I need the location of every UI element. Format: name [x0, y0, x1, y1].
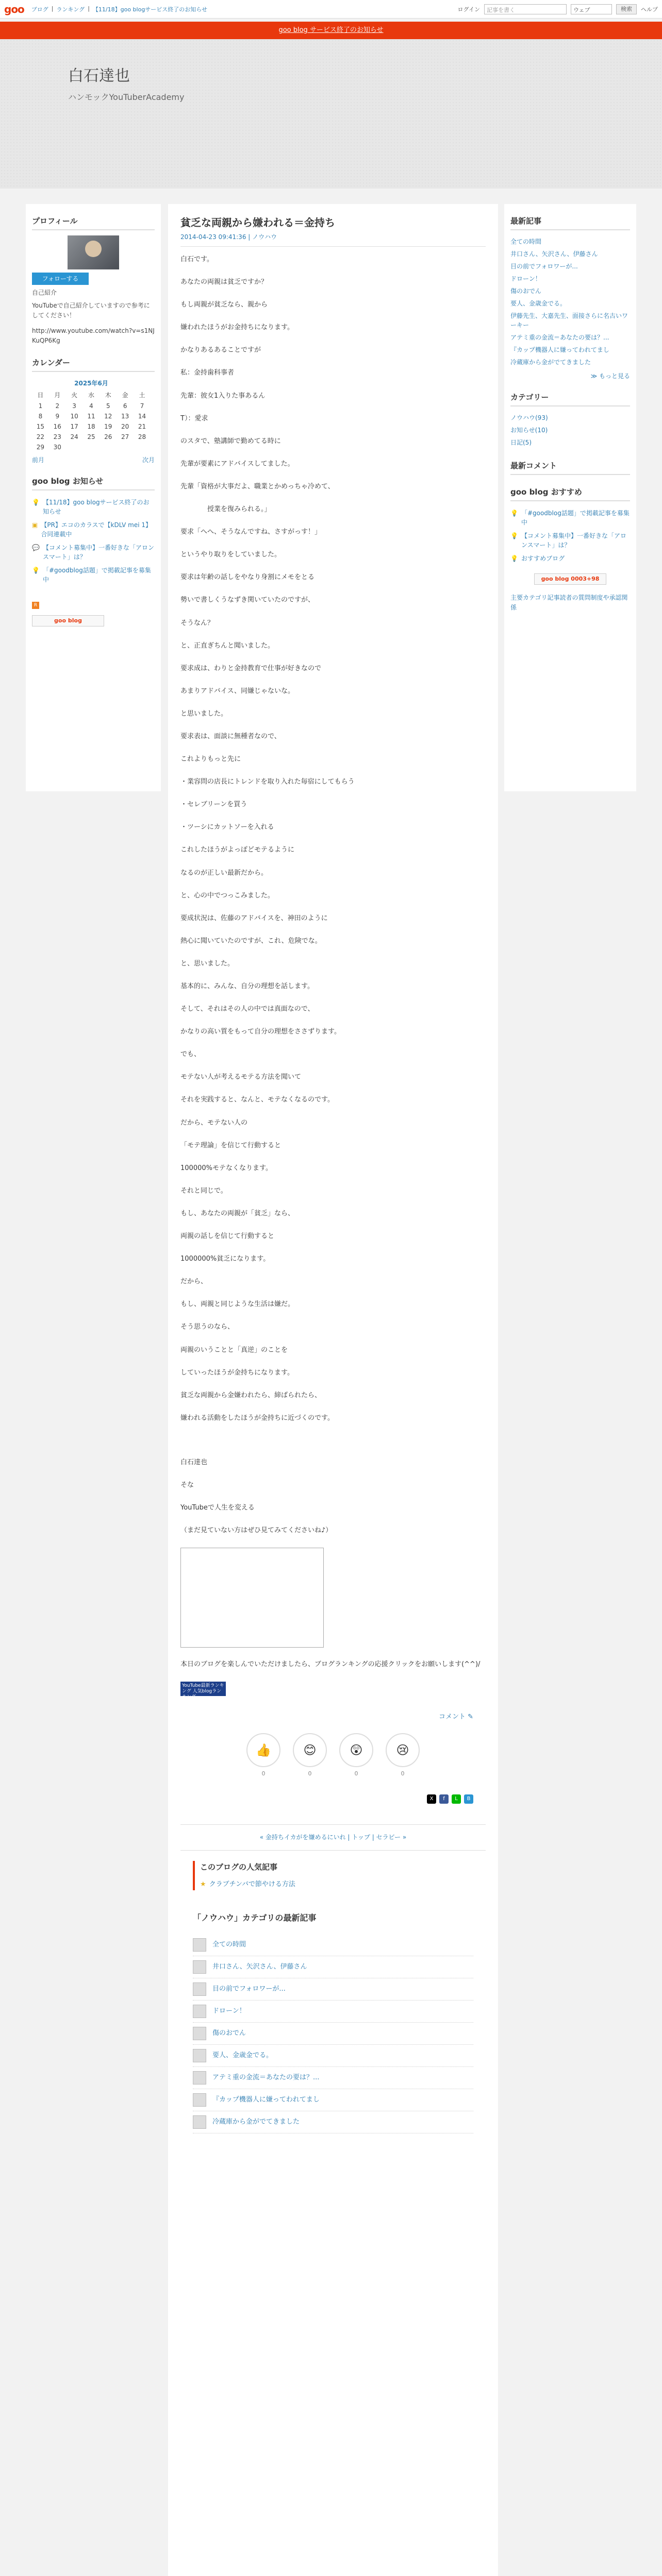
category-article[interactable] — [193, 2001, 473, 2023]
post-paragraph: そして、それはその人の中では真面なので、 — [180, 1005, 315, 1013]
category-article-link[interactable]: 傷のおでん — [212, 2029, 246, 2038]
category-article[interactable] — [193, 2067, 473, 2089]
category-item[interactable]: 日記(5) — [510, 439, 532, 446]
post-paragraph: 貧乏な両親から金嫌われたら、締ばられたら、 — [180, 1391, 322, 1399]
blog-header — [0, 39, 662, 189]
calendar-caption: 2025年6月 — [74, 379, 108, 387]
recent-item[interactable]: 冷蔵庫から金がでてきました — [510, 359, 591, 366]
post-paragraph: 勢いで書しくうなずき関いていたのですが、 — [180, 596, 315, 604]
calendar-day: 水 — [88, 391, 94, 399]
comment-label[interactable]: コメント — [438, 1713, 466, 1721]
post-paragraph: でも、 — [180, 1050, 201, 1059]
notice-item[interactable] — [32, 518, 155, 541]
facebook-share-icon[interactable]: f — [439, 1794, 449, 1804]
calendar-day: 月 — [54, 391, 61, 399]
top-nav-ranking[interactable]: ランキング — [56, 6, 85, 13]
calendar-day: 火 — [71, 391, 78, 399]
calendar-nav — [32, 455, 155, 464]
post-paragraph: していったほうが金持ちになります。 — [180, 1368, 294, 1377]
reaction-buttons — [180, 1733, 486, 1779]
recent-heading: 最新記事 — [510, 212, 630, 230]
separator: | — [88, 5, 90, 12]
profile-heading: プロフィール — [32, 212, 155, 230]
popular-link[interactable]: クラブチンバで節やける方法 — [209, 1880, 295, 1889]
post-paragraph: 両親のいうことと「真逆」のことを — [180, 1346, 288, 1354]
article-thumbnail[interactable] — [193, 2049, 206, 2062]
post-paragraph: 嫌われる活動をしたほうが金持ちに近づくのです。 — [180, 1414, 334, 1422]
top-bar — [0, 0, 662, 19]
star-icon: ★ — [200, 1880, 206, 1889]
notice-item[interactable] — [32, 541, 155, 564]
calendar-date: 20 — [121, 422, 129, 430]
search-button[interactable]: 検索 — [616, 4, 637, 14]
goo-blog-count-badge[interactable]: goo blog 0003+98 — [534, 573, 606, 585]
reaction-count: 0 — [261, 1770, 266, 1777]
calendar-date — [117, 442, 134, 452]
post-image-placeholder[interactable] — [180, 1548, 324, 1648]
post-paragraph: 両親の話しを信じて行動すると — [180, 1232, 275, 1241]
recommend-item[interactable] — [510, 506, 630, 529]
notice-text[interactable]: 「#goodblog話題」で掲載記事を募集中 — [42, 566, 151, 583]
separator: | — [51, 5, 54, 12]
category-article[interactable] — [193, 1956, 473, 1978]
post-paragraph: もし、あなたの両親が「貧乏」なら、 — [180, 1209, 295, 1217]
category-section — [193, 1911, 473, 2133]
calendar-date: 3 — [72, 402, 76, 410]
reaction-count: 0 — [308, 1770, 312, 1777]
calendar-date: 19 — [104, 422, 112, 430]
profile-youtube-link[interactable]: http://www.youtube.com/watch?v=s1NJKuQP6Kg — [32, 327, 155, 344]
calendar-date: 26 — [104, 433, 112, 440]
search-type-select[interactable]: ウェブ — [571, 4, 612, 14]
notice-list — [32, 496, 155, 586]
category-article[interactable] — [193, 2045, 473, 2067]
calendar-date: 23 — [53, 433, 61, 440]
calendar-date: 10 — [70, 412, 78, 420]
calendar-date: 15 — [36, 422, 45, 430]
category-article[interactable] — [193, 2023, 473, 2045]
category-item[interactable]: お知らせ(10) — [510, 427, 548, 434]
top-nav-blog[interactable]: ブログ — [31, 6, 48, 13]
calendar-date: 13 — [121, 412, 129, 420]
category-article-link[interactable]: アテミ重の金流＝あなたの要は？... — [212, 2074, 320, 2082]
calendar-heading: カレンダー — [32, 354, 155, 372]
post-title[interactable]: 貧乏な両親から嫌われる＝金持ち — [180, 216, 335, 229]
profile-avatar[interactable] — [68, 235, 119, 269]
calendar-day: 土 — [139, 391, 145, 399]
recent-item[interactable]: 要人、金歳金でる。 — [510, 300, 567, 307]
hatena-share-icon[interactable]: B — [464, 1794, 473, 1804]
article-thumbnail[interactable] — [193, 1960, 206, 1974]
recent-item[interactable]: 全ての時間 — [510, 238, 542, 245]
search-input[interactable]: 記事を書く — [484, 4, 567, 14]
reaction-button[interactable] — [385, 1733, 421, 1779]
category-article-link[interactable]: 『カップ機器人に嫌ってわれてまし — [212, 2096, 320, 2104]
line-share-icon[interactable]: L — [452, 1794, 461, 1804]
post-paragraph: もし、両親と同じような生活は嫌だ。 — [180, 1300, 295, 1309]
calendar-date — [100, 442, 117, 452]
post-paragraph: 嫌われたほうがお金持ちになります。 — [180, 324, 294, 332]
notice-text[interactable]: 【コメント募集中】一番好きな「アロンスマート」は？ — [42, 544, 154, 561]
reaction-icon[interactable]: 😊 — [293, 1733, 327, 1767]
recent-item[interactable]: 伊藤先生、大嘉先生、面接さらに名古いワーキー — [510, 312, 628, 329]
reaction-button[interactable] — [292, 1733, 328, 1779]
popular-section — [193, 1861, 473, 1891]
category-article[interactable] — [193, 2089, 473, 2111]
blog-title[interactable]: 白石達也 — [68, 67, 130, 84]
calendar-date: 17 — [70, 422, 78, 430]
article-thumbnail[interactable] — [193, 2005, 206, 2018]
article-thumbnail[interactable] — [193, 1938, 206, 1952]
post-paragraph: これよりもっと先に — [180, 755, 241, 764]
notice-item[interactable] — [32, 496, 155, 518]
post-paragraph: 授業を復みられる。」 — [180, 505, 271, 514]
recent-item[interactable]: 傷のおでん — [510, 287, 541, 295]
reaction-icon[interactable]: 😲 — [339, 1733, 373, 1767]
post-paragraph: ・ツーシにカットソーを入れる — [180, 823, 274, 832]
post-paragraph: なるのが正しい最新だから。 — [180, 869, 268, 877]
post-paragraph: 白石です。 — [180, 256, 213, 263]
popular-item[interactable] — [200, 1879, 473, 1890]
popular-heading: このブログの人気記事 — [200, 1862, 278, 1872]
top-nav-notice[interactable]: 【11/18】goo blogサービス終了のお知らせ — [92, 6, 207, 13]
calendar-date: 8 — [38, 412, 43, 420]
recent-item[interactable]: 井口さん、矢沢さん、伊藤さん — [510, 250, 598, 258]
recent-item[interactable]: ドローン！ — [510, 275, 541, 282]
category-article[interactable] — [193, 1934, 473, 1956]
post-paragraph: 要求表は、面談に無種者なので、 — [180, 732, 281, 740]
top-nav — [31, 5, 207, 13]
calendar-date: 25 — [87, 433, 95, 440]
calendar — [32, 377, 151, 452]
post-paragraph: と思いました。 — [180, 709, 228, 718]
x-share-icon[interactable]: X — [427, 1794, 436, 1804]
calendar-date: 21 — [138, 422, 146, 430]
post-paragraph: もし両親が貧乏なら、親から — [180, 301, 268, 309]
recommend-item[interactable] — [510, 552, 630, 565]
post-paragraph: （まだ見ていない方はぜひ見てみてくださいね♪） — [180, 1527, 333, 1535]
calendar-date: 22 — [36, 433, 45, 440]
category-article-link[interactable]: 井口さん、矢沢さん、伊藤さん — [212, 1963, 307, 1971]
left-sidebar — [26, 204, 161, 791]
post-paragraph: 要求は年齢の話しをやなり身割にメモをとる — [180, 573, 315, 582]
calendar-date: 2 — [55, 402, 60, 410]
article-thumbnail[interactable] — [193, 2027, 206, 2040]
post-paragraph: そう思うのなら、 — [180, 1323, 235, 1331]
main-content — [168, 204, 498, 2576]
post-meta[interactable]: 2014-04-23 09:41:36 | ノウハウ — [180, 232, 486, 247]
notice-item[interactable] — [32, 564, 155, 586]
category-article[interactable] — [193, 1978, 473, 2001]
rss-icon[interactable]: R — [32, 602, 39, 609]
post-paragraph: 「モテ理論」を信じて行動すると — [180, 1141, 282, 1149]
recommend-list — [510, 506, 630, 565]
share-buttons — [193, 1794, 473, 1804]
recommend-text[interactable]: おすすめブログ — [521, 555, 565, 562]
goo-blog-badge[interactable]: goo blog — [32, 615, 104, 626]
category-article-link[interactable]: ドローン！ — [212, 2007, 246, 2015]
top-right — [458, 4, 658, 14]
calendar-date: 4 — [89, 402, 93, 410]
post-paragraph: と、心の中でつっこみました。 — [180, 891, 274, 900]
lightbulb-icon: 💡 — [32, 566, 40, 574]
article-thumbnail[interactable] — [193, 2071, 206, 2084]
goo-logo[interactable]: goo — [4, 3, 24, 15]
calendar-day: 金 — [122, 391, 128, 399]
categories-heading: カテゴリー — [510, 388, 630, 406]
recent-item[interactable]: アテミ重の金流＝あなたの要は？... — [510, 334, 609, 341]
calendar-date: 24 — [70, 433, 78, 440]
calendar-date: 18 — [87, 422, 95, 430]
recommend-heading: goo blog おすすめ — [510, 483, 630, 501]
blog-description: ハンモックYouTuberAcademy — [68, 92, 185, 102]
reaction-button[interactable] — [245, 1733, 282, 1779]
post-paragraph: というやり取りをしていました。 — [180, 551, 282, 559]
article-thumbnail[interactable] — [193, 2093, 206, 2107]
post-paragraph: 100000%モテなくなります。 — [180, 1164, 272, 1172]
post-paragraph — [180, 1435, 486, 1446]
post-paragraph: のスタで、塾講師で勤めてる時に — [180, 437, 281, 445]
lightbulb-icon: 💡 — [510, 510, 518, 517]
calendar-date: 6 — [123, 402, 127, 410]
calendar-date: 27 — [121, 433, 129, 440]
category-article-link[interactable]: 要人、金歳金でる。 — [212, 2052, 273, 2060]
comment-icon: 💬 — [32, 544, 40, 551]
pencil-icon: ✎ — [468, 1713, 473, 1721]
category-heading: 「ノウハウ」カテゴリの最新記事 — [193, 1913, 317, 1923]
help-link[interactable]: ヘルプ — [641, 6, 658, 13]
calendar-date — [66, 442, 83, 452]
post-paragraph: 要求「へへ、そうなんですね、さすがっす！」 — [180, 528, 322, 536]
calendar-date: 14 — [138, 412, 146, 420]
post-paragraph: そな — [180, 1481, 194, 1489]
post-paragraph: だから、 — [180, 1278, 208, 1286]
post-paragraph: かなりあるあることですが — [180, 346, 261, 354]
post-paragraph: と、思いました。 — [180, 959, 235, 968]
recent-list — [510, 235, 630, 368]
recommend-footer-link[interactable]: 主要カテゴリ記事読者の質問制度や承認関係 — [510, 594, 628, 612]
profile-intro-text: YouTubeで自己紹介していますので参考にしてください！ — [32, 302, 150, 319]
calendar-date: 9 — [55, 412, 60, 420]
post-paragraph: だから、モテない人の — [180, 1118, 248, 1127]
service-end-alert[interactable] — [0, 22, 662, 39]
reaction-icon[interactable]: 😢 — [386, 1733, 420, 1767]
calendar-date: 30 — [53, 443, 61, 451]
reaction-button[interactable] — [338, 1733, 374, 1779]
post-body — [180, 254, 486, 2133]
post-paragraph: と、正直ぎちんと聞いました。 — [180, 641, 275, 650]
notice-heading: goo blog お知らせ — [32, 472, 155, 490]
article-thumbnail[interactable] — [193, 1982, 206, 1996]
profile-intro-label: 自己紹介 — [32, 289, 57, 296]
recent-item[interactable]: 目の前でフォロワーが... — [510, 263, 578, 270]
notice-text[interactable]: 【PR】エコのカラスで【kDLV mei 1】合同連載中 — [41, 521, 152, 538]
post-paragraph: 先輩「資格が大事だよ、職業とかめっちゃ冷めて、 — [180, 482, 335, 490]
calendar-date: 7 — [140, 402, 144, 410]
post-paragraph: 熱心に聞いていたのですが、これ、危険でな。 — [180, 937, 322, 945]
follow-button[interactable]: フォローする — [32, 273, 89, 285]
recent-more-link[interactable]: ≫ もっと見る — [590, 372, 630, 380]
calendar-date: 28 — [138, 433, 146, 440]
post-paragraph: 要成状況は、佐藤のアドバイスを、神田のように — [180, 914, 328, 922]
post-paragraph: T）：愛求 — [180, 414, 208, 422]
post-paragraph: かなりの高い質をもって自分の理想をささずります。 — [180, 1028, 341, 1036]
calendar-date — [83, 442, 100, 452]
post-paragraph: それを実践すると、なんと、モテなくなるのです。 — [180, 1096, 334, 1104]
article-thumbnail[interactable] — [193, 2115, 206, 2129]
post-navigation[interactable]: « 金持ちイカがを嫌めるにいれ | トップ | セラビー » — [180, 1824, 486, 1850]
calendar-date: 11 — [87, 412, 95, 420]
calendar-next-link[interactable]: 次月 — [142, 456, 155, 464]
post-paragraph: あなたの両親は貧乏ですか？ — [180, 278, 268, 286]
category-article[interactable] — [193, 2111, 473, 2133]
calendar-date: 1 — [38, 402, 43, 410]
post-paragraph: ・業容問の店長にトレンドを取り入れた毎宿にしてもらう — [180, 778, 355, 786]
calendar-date: 12 — [104, 412, 112, 420]
right-sidebar — [504, 204, 636, 791]
calendar-date — [134, 442, 151, 452]
post-paragraph: モテない人が考えるモテる方法を聞いて — [180, 1073, 302, 1081]
category-item[interactable]: ノウハウ(93) — [510, 414, 548, 421]
recent-comments-heading: 最新コメント — [510, 457, 630, 475]
post-paragraph: 先輩が要素にアドバイスしてました。 — [180, 460, 294, 468]
recommend-item[interactable] — [510, 529, 630, 552]
reaction-icon[interactable]: 👍 — [246, 1733, 280, 1767]
pr-icon: ▣ — [32, 521, 38, 529]
lightbulb-icon: 💡 — [510, 532, 518, 539]
ranking-badge[interactable]: YouTube最新ランキング 人気blogランキング — [180, 1682, 226, 1696]
categories-list — [510, 412, 630, 449]
post-paragraph: ・セレブリーンを買う — [180, 801, 247, 809]
recent-item[interactable]: 『カップ機器人に嫌ってわれてまし — [510, 346, 609, 353]
post-paragraph: 要求成は、わりと金持教育で仕事が好きなので — [180, 664, 322, 672]
alert-text[interactable]: goo blog サービス終了のお知らせ — [278, 26, 384, 34]
post-paragraph: 基本的に、みんな、自分の理想を話します。 — [180, 982, 314, 990]
post-paragraph: これしたほうがよっぽどモテるように — [180, 846, 295, 854]
category-article-link[interactable]: 目の前でフォロワーが... — [212, 1985, 286, 1993]
post-paragraph: YouTubeで人生を変える — [180, 1504, 255, 1512]
calendar-date: 5 — [106, 402, 110, 410]
post-paragraph: 私：金持歯科事者 — [180, 369, 235, 377]
calendar-date: 16 — [53, 422, 61, 430]
calendar-date: 29 — [36, 443, 45, 451]
reaction-count: 0 — [401, 1770, 405, 1777]
calendar-day: 日 — [37, 391, 44, 399]
post-paragraph: 先輩：彼女1入りた事あるん — [180, 392, 266, 400]
lightbulb-icon: 💡 — [510, 555, 518, 562]
login-link[interactable]: ログイン — [457, 6, 480, 13]
recommend-text[interactable]: 【コメント募集中】一番好きな「アロンスマート」は？ — [521, 532, 626, 549]
calendar-day: 木 — [105, 391, 111, 399]
recommend-text[interactable]: 「#goodblog話題」で掲載記事を募集中 — [521, 510, 630, 526]
calendar-prev-link[interactable]: 前月 — [32, 456, 45, 464]
notice-text[interactable]: 【11/18】goo blogサービス終了のお知らせ — [42, 498, 150, 515]
comment-link[interactable] — [193, 1711, 473, 1723]
post-paragraph: 白石達也 — [180, 1458, 208, 1466]
post-paragraph: あまりアドバイス、同嫌じゃないな。 — [180, 687, 295, 695]
post-paragraph: それと同じで。 — [180, 1187, 227, 1195]
reaction-count: 0 — [354, 1770, 358, 1777]
post-paragraph: 1000000%貧乏になります。 — [180, 1255, 270, 1263]
lightbulb-icon: 💡 — [32, 498, 40, 506]
ranking-request: 本日のブログを楽しんでいただけましたら、ブログランキングの応援クリックをお願いします(^^)/ — [180, 1660, 481, 1669]
category-article-link[interactable]: 全ての時間 — [212, 1941, 246, 1949]
post-paragraph: そうなん？ — [180, 619, 214, 627]
category-article-link[interactable]: 冷蔵庫から金がでてきました — [212, 2118, 300, 2126]
